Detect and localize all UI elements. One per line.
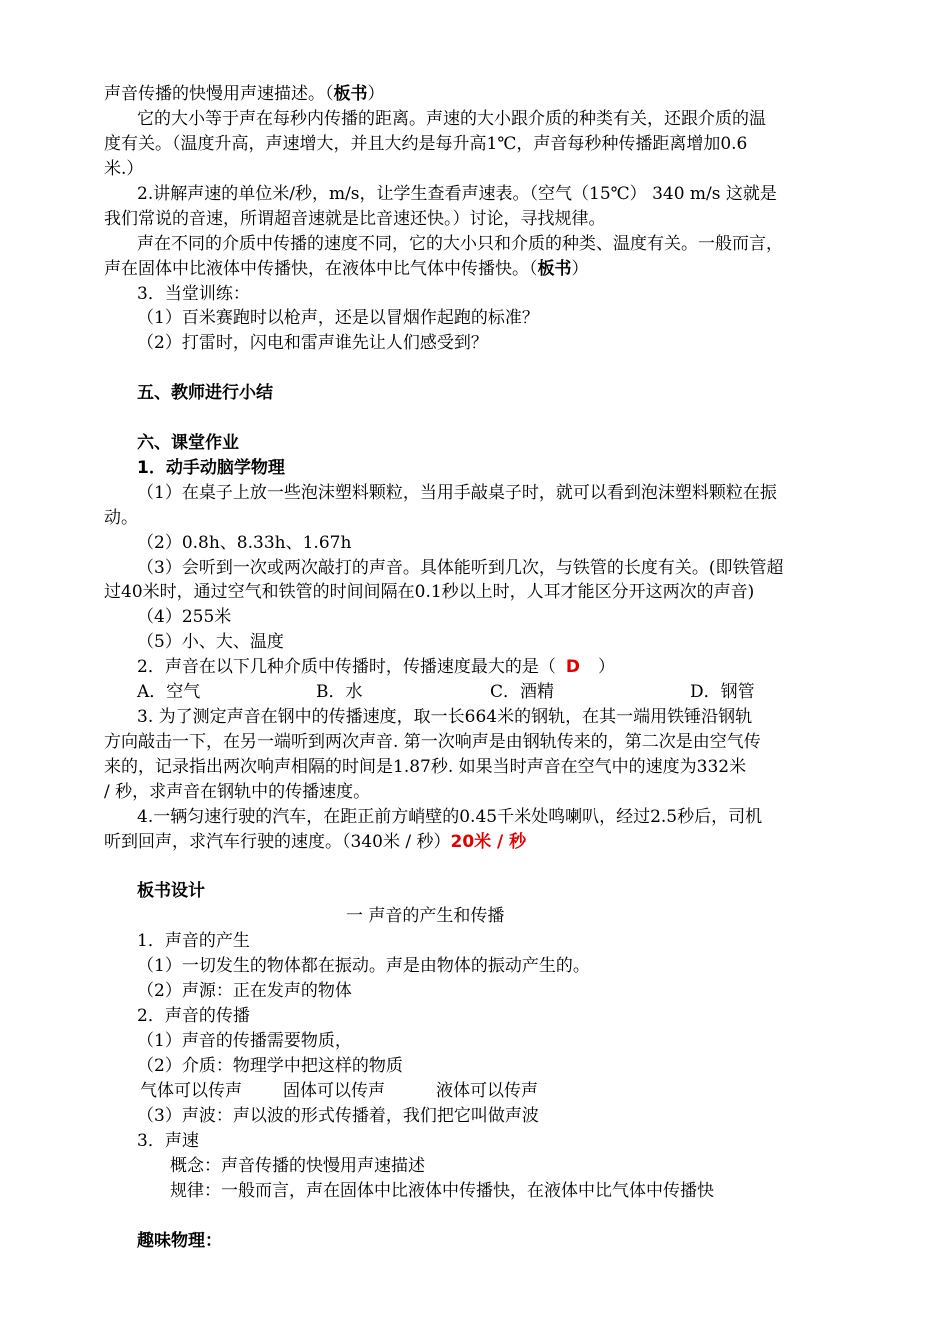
board-line: （1）声音的传播需要物质， xyxy=(137,1031,352,1051)
paragraph-line: 我们常说的音速，所谓超音速就是比音速还快。）讨论，寻找规律。 xyxy=(104,209,606,229)
board-line: （1）一切发生的物体都在振动。声是由物体的振动产生的。 xyxy=(137,956,590,976)
board-line: （3）声波：声以波的形式传播着，我们把它叫做声波 xyxy=(137,1106,539,1126)
board-line: 1．声音的产生 xyxy=(137,931,250,951)
option-c: C．酒精 xyxy=(490,682,555,702)
paragraph-line: / 秒，求声音在钢轨中的传播速度。 xyxy=(104,782,371,802)
paragraph-line: 听到回声，求汽车行驶的速度。（340米 / 秒）20米 / 秒 xyxy=(104,832,527,852)
board-line: 概念：声音传播的快慢用声速描述 xyxy=(170,1156,425,1176)
option-d: D．钢管 xyxy=(690,682,755,702)
question-line: 2．声音在以下几种介质中传播时，传播速度最大的是（ D ） xyxy=(137,657,615,677)
option-a: A．空气 xyxy=(137,682,201,702)
section-heading: 趣味物理： xyxy=(137,1231,222,1251)
board-line: 固体可以传声 xyxy=(283,1081,385,1101)
paragraph-line: 2.讲解声速的单位米/秒，m/s，让学生查看声速表。（空气（15℃） 340 m/s 这就是 xyxy=(137,184,777,204)
section-heading: 板书设计 xyxy=(137,881,205,901)
paragraph-line: （5）小、大、温度 xyxy=(137,632,284,652)
paragraph-line: （3）会听到一次或两次敲打的声音。具体能听到几次，与铁管的长度有关。(即铁管超 xyxy=(137,558,784,578)
board-line: （2）声源：正在发声的物体 xyxy=(137,981,352,1001)
board-line: 3．声速 xyxy=(137,1131,199,1151)
section-heading: 五、教师进行小结 xyxy=(137,383,273,403)
paragraph-line: 度有关。（温度升高，声速增大，并且大约是每升高1℃，声音每秒种传播距离增加0.6 xyxy=(104,134,748,154)
paragraph-line: 4.一辆匀速行驶的汽车，在距正前方峭壁的0.45千米处鸣喇叭，经过2.5秒后，司机 xyxy=(137,807,763,827)
section-heading: 六、课堂作业 xyxy=(137,433,239,453)
board-line: 规律：一般而言，声在固体中比液体中传播快，在液体中比气体中传播快 xyxy=(170,1181,714,1201)
paragraph-line: 3. 为了测定声音在钢中的传播速度，取一长664米的钢轨，在其一端用铁锤沿钢轨 xyxy=(137,707,753,727)
paragraph-line: （1）百米赛跑时以枪声，还是以冒烟作起跑的标准？ xyxy=(137,308,539,328)
paragraph-line: 声在不同的介质中传播的速度不同，它的大小只和介质的种类、温度有关。一般而言， xyxy=(137,234,783,254)
paragraph-line: （1）在桌子上放一些泡沫塑料颗粒，当用手敲桌子时，就可以看到泡沫塑料颗粒在振 xyxy=(137,483,777,503)
board-note: 板书 xyxy=(333,84,368,104)
board-line: 气体可以传声 xyxy=(140,1081,242,1101)
paragraph-line: 声在固体中比液体中传播快，在液体中比气体中传播快。（板书） xyxy=(104,259,589,279)
paragraph-line: （2）0.8h、8.33h、1.67h xyxy=(137,533,352,553)
paragraph-line: 3．当堂训练： xyxy=(137,284,250,304)
paragraph-line: 动。 xyxy=(104,508,138,528)
subsection-heading: 1．动手动脑学物理 xyxy=(137,458,285,478)
paragraph-line: 来的，记录指出两次响声相隔的时间是1.87秒. 如果当时声音在空气中的速度为332米 xyxy=(104,757,747,777)
board-line: （2）介质：物理学中把这样的物质 xyxy=(137,1056,403,1076)
board-note: 板书 xyxy=(537,259,572,279)
paragraph-line: 它的大小等于声在每秒内传播的距离。声速的大小跟介质的种类有关，还跟介质的温 xyxy=(137,109,766,129)
paragraph-line: 米.） xyxy=(104,159,144,179)
answer-text: 20米 / 秒 xyxy=(450,832,527,852)
answer-text: D xyxy=(565,657,580,677)
option-b: B．水 xyxy=(316,682,363,702)
paragraph-line: （2）打雷时，闪电和雷声谁先让人们感受到？ xyxy=(137,333,488,353)
paragraph-line: 方向敲击一下，在另一端听到两次声音. 第一次响声是由钢轨传来的，第二次是由空气传 xyxy=(104,732,761,752)
paragraph-line: （4）255米 xyxy=(137,607,232,627)
board-title: 一 声音的产生和传播 xyxy=(346,906,505,926)
board-line: 液体可以传声 xyxy=(436,1081,538,1101)
board-line: 2．声音的传播 xyxy=(137,1006,250,1026)
paragraph-line: 声音传播的快慢用声速描述。（板书） xyxy=(104,84,385,104)
paragraph-line: 过40米时，通过空气和铁管的时间间隔在0.1秒以上时，人耳才能区分开这两次的声音) xyxy=(104,582,755,602)
